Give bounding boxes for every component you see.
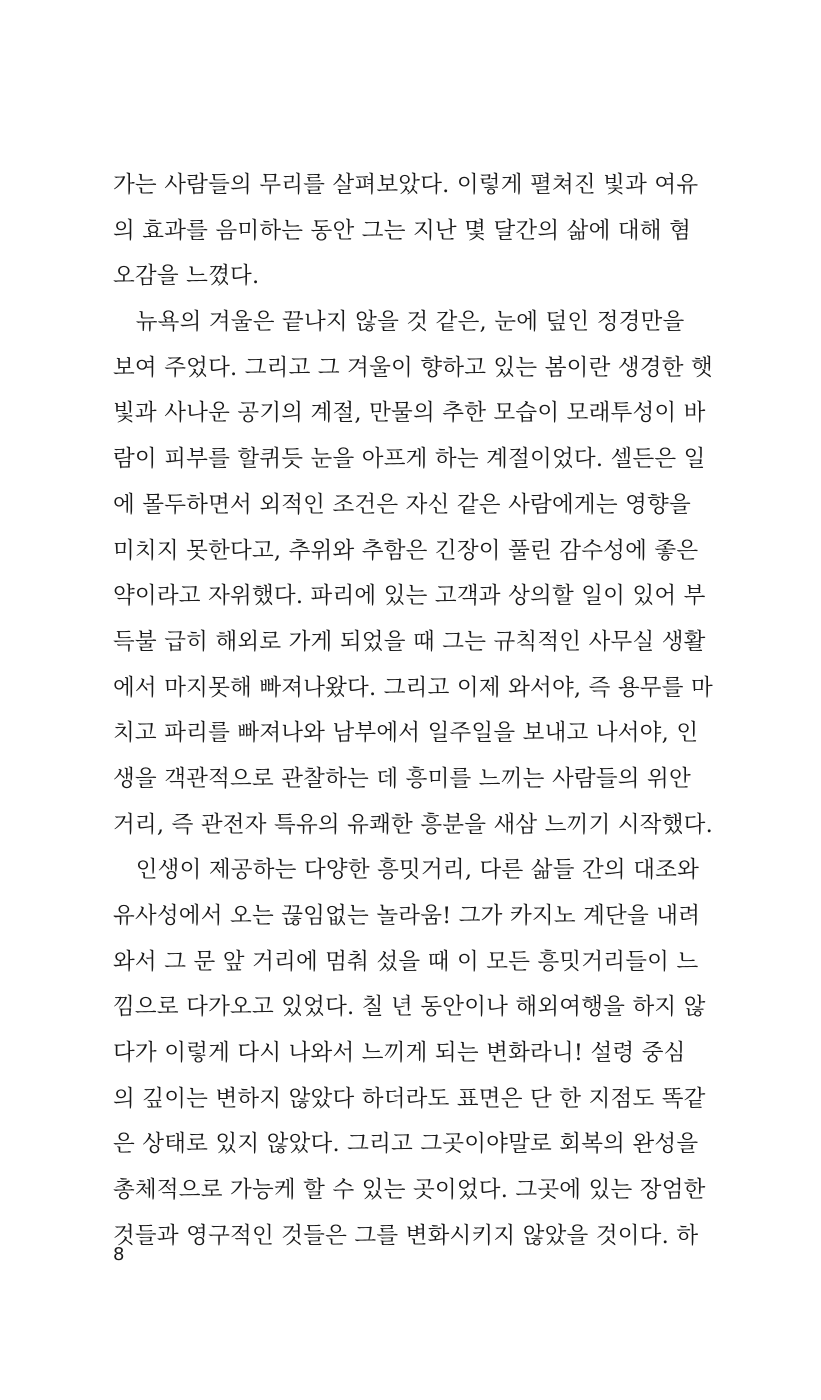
text-line: 에 몰두하면서 외적인 조건은 자신 같은 사람에게는 영향을 — [113, 491, 691, 518]
text-line: 은 상태로 있지 않았다. 그리고 그곳이야말로 회복의 완성을 — [113, 1131, 699, 1158]
text-line: 람이 피부를 할퀴듯 눈을 아프게 하는 계절이었다. 셀든은 일 — [113, 446, 706, 473]
body-text — [113, 163, 713, 1260]
text-line: 미치지 못한다고, 추위와 추함은 긴장이 풀린 감수성에 좋은 — [113, 537, 699, 564]
text-line: 오감을 느꼈다. — [113, 263, 260, 290]
text-line: 와서 그 문 앞 거리에 멈춰 섰을 때 이 모든 흥밋거리들이 느 — [113, 948, 699, 975]
text-line: 의 깊이는 변하지 않았다 하더라도 표면은 단 한 지점도 똑같 — [113, 1085, 706, 1112]
text-line: 생을 객관적으로 관찰하는 데 흥미를 느끼는 사람들의 위안 — [113, 765, 691, 792]
text-line: 거리, 즉 관전자 특유의 유쾌한 흥분을 새삼 느끼기 시작했다. — [113, 811, 713, 838]
text-line: 약이라고 자위했다. 파리에 있는 고객과 상의할 일이 있어 부 — [113, 583, 706, 610]
text-line: 득불 급히 해외로 가게 되었을 때 그는 규칙적인 사무실 생활 — [113, 628, 706, 655]
text-line: 인생이 제공하는 다양한 흥밋거리, 다른 삶들 간의 대조와 — [113, 857, 700, 884]
text-line: 유사성에서 오는 끊임없는 놀라움! 그가 카지노 계단을 내려 — [113, 903, 701, 929]
text-line: 것들과 영구적인 것들은 그를 변화시키지 않았을 것이다. 하 — [113, 1222, 699, 1249]
text-line: 의 효과를 음미하는 동안 그는 지난 몇 달간의 삶에 대해 혐 — [113, 217, 692, 244]
text-line: 보여 주었다. 그리고 그 겨울이 향하고 있는 봄이란 생경한 햇 — [113, 354, 713, 381]
text-line: 가는 사람들의 무리를 살펴보았다. 이렇게 펼쳐진 빛과 여유 — [113, 172, 699, 198]
text-line: 치고 파리를 빠져나와 남부에서 일주일을 보내고 나서야, 인 — [113, 720, 699, 747]
text-line: 총체적으로 가능케 할 수 있는 곳이었다. 그곳에 있는 장엄한 — [113, 1177, 706, 1204]
text-line: 에서 마지못해 빠져나왔다. 그리고 이제 와서야, 즉 용무를 마 — [113, 674, 713, 701]
text-line: 뉴욕의 겨울은 끝나지 않을 것 같은, 눈에 덮인 정경만을 — [113, 309, 685, 336]
text-line: 낌으로 다가오고 있었다. 칠 년 동안이나 해외여행을 하지 않 — [113, 994, 706, 1021]
text-line: 다가 이렇게 다시 나와서 느끼게 되는 변화라니! 설령 중심 — [113, 1040, 686, 1067]
page-number: 8 — [113, 1244, 125, 1265]
text-line: 빛과 사나운 공기의 계절, 만물의 추한 모습이 모래투성이 바 — [113, 400, 706, 427]
